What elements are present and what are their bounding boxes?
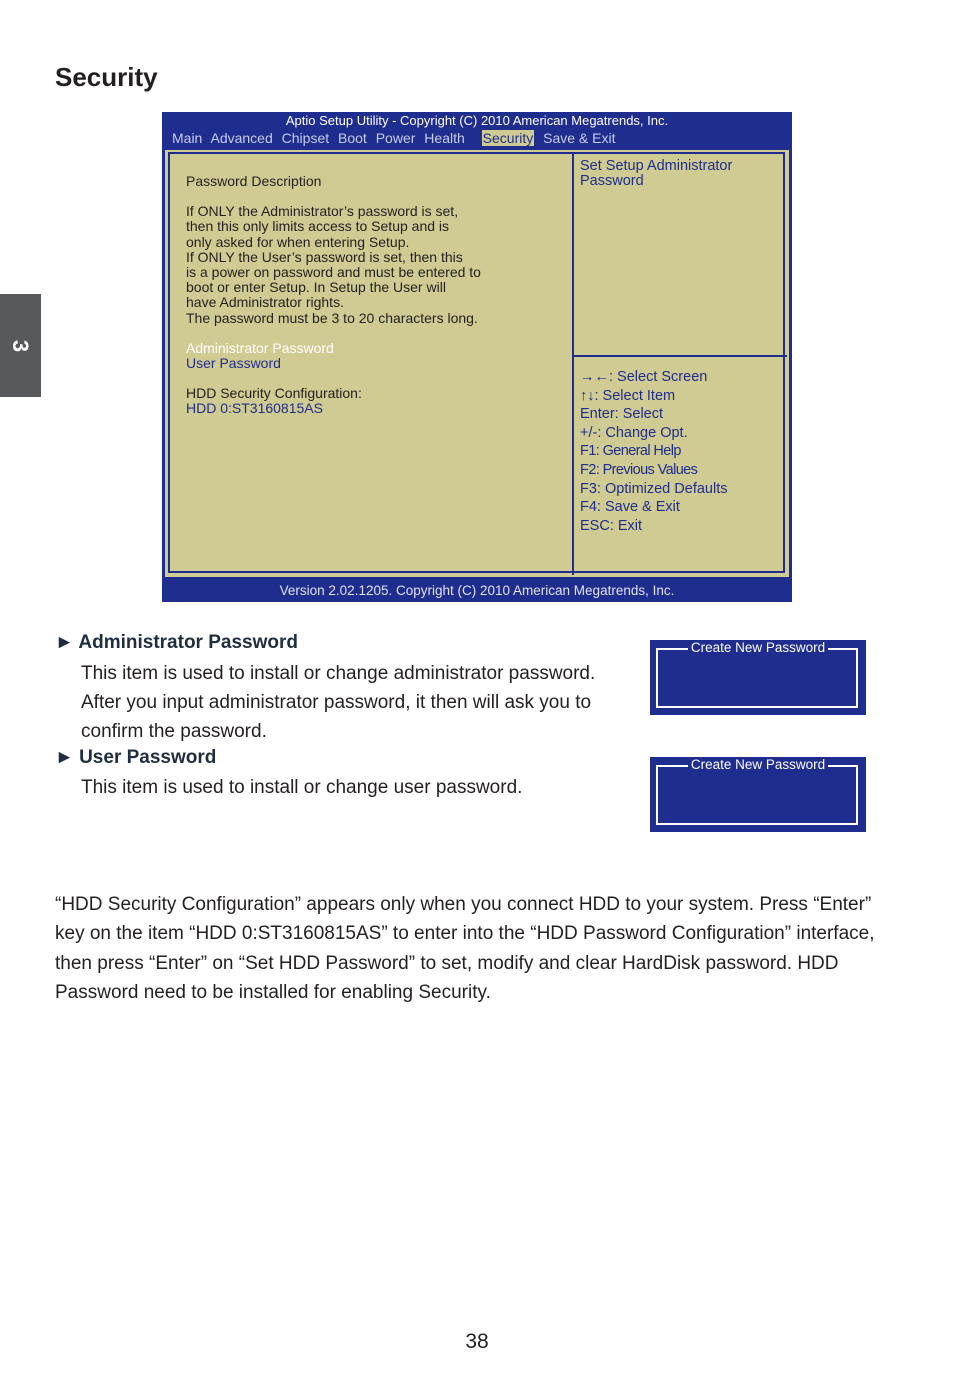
admin-password-description [81,659,641,746]
user-password-description [81,773,641,802]
bios-screen [162,112,792,602]
bios-frame [168,152,785,573]
key-f1: F1: General Help [580,443,681,460]
hdd-security-label: HDD Security Configuration: [186,385,362,402]
bios-divider-vertical [572,154,574,575]
page-number: 38 [465,1330,489,1353]
key-change-opt: +/-: Change Opt. [580,424,688,441]
description-line: If ONLY the User’s password is set, then this [186,248,463,265]
dialog-title: Create New Password [650,757,866,773]
hdd-note-line: Password need to be installed for enabling Security. [55,981,491,1003]
hdd-security-note [55,890,905,1007]
password-description-title: Password Description [186,173,322,189]
bios-left-panel [186,174,566,417]
bios-menu-save-exit[interactable]: Save & Exit [543,130,616,146]
description-line: have Administrator rights. [186,294,344,311]
admin-line: This item is used to install or change administrator password. [81,663,596,684]
help-line: Password [580,173,644,189]
key-enter: Enter: Select [580,406,664,423]
description-line: The password must be 3 to 20 characters long. [186,309,478,326]
user-password-item[interactable]: User Password [186,355,281,372]
description-line: only asked for when entering Setup. [186,233,410,250]
bios-menu-boot[interactable]: Boot [338,130,367,146]
bios-header: Aptio Setup Utility - Copyright (C) 2010 American Megatrends, Inc. [285,113,669,128]
description-line: boot or enter Setup. In Setup the User will [186,279,446,296]
bios-menu-advanced[interactable]: Advanced [210,130,273,146]
administrator-password-item[interactable]: Administrator Password [186,339,334,356]
chapter-number: 3 [8,339,34,352]
bios-body [164,149,790,578]
description-line: is a power on password and must be entered to [186,264,481,281]
bios-menu-health[interactable]: Health [424,130,465,146]
description-line: then this only limits access to Setup and is [186,218,450,235]
key-f3: F3: Optimized Defaults [580,480,728,497]
admin-create-password-dialog [650,640,866,715]
bios-key-legend [580,368,727,535]
user-password-heading: ► User Password [55,747,217,768]
key-select-item: ↑↓: Select Item [580,387,676,404]
key-f4: F4: Save & Exit [580,499,680,516]
admin-line: After you input administrator password, it then will ask you to [81,692,592,713]
bios-menu-bar [172,129,621,147]
bios-divider-horizontal [574,355,787,357]
page-title: Security [55,62,158,92]
admin-password-heading: ► Administrator Password [55,632,298,653]
user-create-password-dialog [650,757,866,832]
bios-menu-power[interactable]: Power [375,130,416,146]
admin-line: confirm the password. [81,721,267,742]
hdd-note-line: key on the item “HDD 0:ST3160815AS” to enter into the “HDD Password Configuration” interface, [55,923,875,945]
bios-footer: Version 2.02.1205. Copyright (C) 2010 American Megatrends, Inc. [279,583,675,598]
user-line: This item is used to install or change user password. [81,777,523,798]
bios-menu-main[interactable]: Main [172,130,203,146]
hdd-note-line: then press “Enter” on “Set HDD Password” to set, modify and clear HardDisk password. HDD [55,952,839,974]
bios-menu-security[interactable]: Security [482,130,534,146]
help-line: Set Setup Administrator [580,158,733,174]
key-esc: ESC: Exit [580,517,643,534]
bios-menu-chipset[interactable]: Chipset [281,130,330,146]
bios-help-text [580,159,732,189]
key-select-screen: →←: Select Screen [580,369,708,385]
key-f2: F2: Previous Values [580,461,698,478]
hdd-note-line: “HDD Security Configuration” appears only when you connect HDD to your system. Press “Enter” [55,894,872,915]
description-line: If ONLY the Administrator’s password is set, [186,203,459,220]
hdd-item[interactable]: HDD 0:ST3160815AS [186,400,323,417]
dialog-frame [656,765,858,825]
dialog-frame [656,648,858,708]
dialog-title: Create New Password [650,640,866,656]
